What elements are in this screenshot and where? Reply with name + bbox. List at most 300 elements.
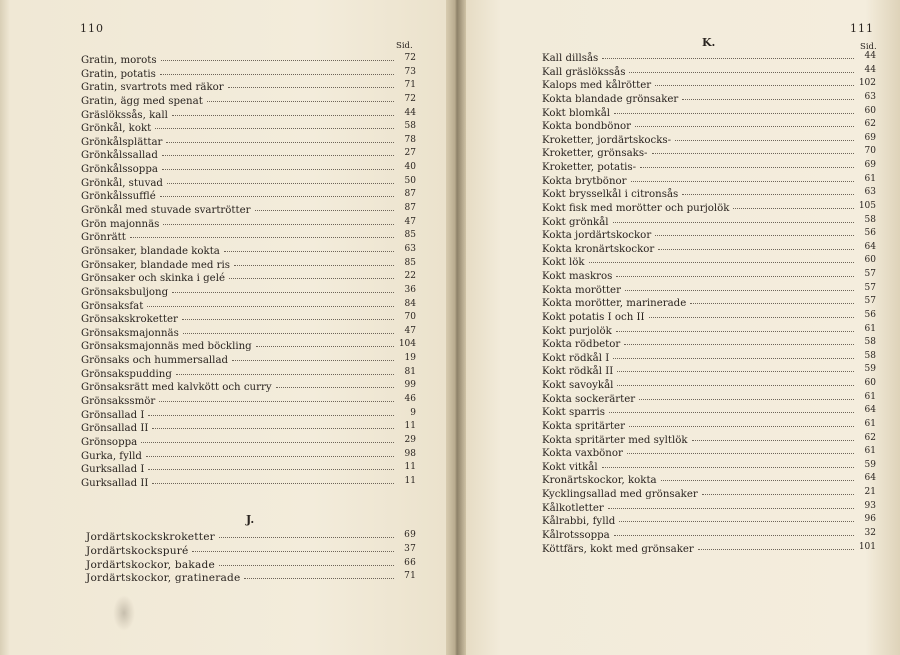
entry-title: Kokta brytbönor <box>542 175 627 187</box>
index-entry <box>81 109 416 123</box>
index-entry <box>81 163 416 177</box>
index-entry <box>542 338 876 352</box>
entry-page-number: 57 <box>864 269 876 279</box>
dot-leader <box>675 139 854 141</box>
entry-page-number: 70 <box>864 146 876 157</box>
entry-title: Jordärtskockskroketter <box>86 531 215 543</box>
dot-leader <box>276 386 394 388</box>
entry-page-number: 56 <box>864 228 876 239</box>
entry-title: Grönsaksrätt med kalvkött och curry <box>81 382 272 394</box>
entry-title: Grönkål, kokt <box>81 123 152 135</box>
entry-title: Grönkål, stuvad <box>81 177 163 189</box>
dot-leader <box>617 370 854 372</box>
entry-page-number: 60 <box>864 378 876 388</box>
index-entry <box>542 256 876 270</box>
dot-leader <box>692 439 854 441</box>
entry-page-number: 98 <box>404 448 416 459</box>
entry-title: Kroketter, potatis- <box>542 162 637 173</box>
entry-title: Kokta spritärter <box>542 420 625 432</box>
entry-title: Grönsoppa <box>81 436 138 448</box>
dot-leader <box>602 466 854 468</box>
entry-title: Kokta vaxbönor <box>542 448 623 460</box>
index-entry <box>542 120 876 134</box>
index-entry <box>542 379 876 393</box>
index-entry <box>81 81 416 95</box>
entry-page-number: 71 <box>404 571 416 582</box>
entry-title: Grönkålsplättar <box>81 136 163 148</box>
left-page <box>0 0 446 655</box>
book-gutter <box>446 0 466 655</box>
entry-page-number: 44 <box>864 64 876 75</box>
index-entry <box>542 461 876 475</box>
entry-page-number: 56 <box>864 309 876 320</box>
entry-title: Kalops med kålrötter <box>542 80 652 92</box>
dot-leader <box>661 479 854 481</box>
entry-title: Kokta rödbetor <box>542 339 621 351</box>
entry-page-number: 60 <box>864 255 876 266</box>
dot-leader <box>682 98 854 100</box>
index-entry <box>81 218 416 232</box>
dot-leader <box>183 332 394 334</box>
entry-page-number: 93 <box>864 500 876 511</box>
dot-leader <box>228 86 394 88</box>
entry-title: Kokt rödkål I <box>542 352 610 364</box>
entry-title: Kokt rödkål II <box>542 366 614 378</box>
index-entry <box>542 270 876 284</box>
entry-page-number: 59 <box>864 459 876 470</box>
dot-leader <box>160 73 394 75</box>
entry-title: Köttfärs, kokt med grönsaker <box>542 543 694 555</box>
entry-page-number: 57 <box>864 296 876 307</box>
entry-page-number: 69 <box>864 132 876 143</box>
entry-title: Gurksallad II <box>81 477 149 489</box>
entry-page-number: 50 <box>404 175 416 186</box>
index-entry <box>81 95 416 109</box>
entry-page-number: 58 <box>404 121 416 132</box>
entry-title: Grönsakspudding <box>81 368 172 380</box>
dot-leader <box>176 373 394 375</box>
entry-page-number: 69 <box>404 530 416 540</box>
entry-title: Grönrätt <box>81 232 126 244</box>
index-entry <box>542 515 876 529</box>
index-entry <box>81 122 416 136</box>
entry-title: Gratin, morots <box>81 55 157 66</box>
entry-title: Kålrotssoppa <box>542 529 610 541</box>
entry-title: Kokt fisk med morötter och purjolök <box>542 202 730 214</box>
entry-page-number: 60 <box>864 105 876 116</box>
entry-title: Kokta sockerärter <box>542 393 636 405</box>
index-entry <box>542 284 876 298</box>
index-entry <box>81 136 416 150</box>
entry-title: Kroketter, jordärtskocks- <box>542 134 672 146</box>
index-entry <box>542 79 876 93</box>
index-entry <box>81 190 416 204</box>
entry-page-number: 85 <box>404 230 416 241</box>
index-entry <box>542 93 876 107</box>
entry-page-number: 85 <box>404 257 416 268</box>
index-entry <box>542 434 876 448</box>
dot-leader <box>244 577 394 579</box>
index-entry <box>81 231 416 245</box>
entry-page-number: 22 <box>404 271 416 282</box>
dot-leader <box>702 493 854 495</box>
index-list-g <box>81 54 416 491</box>
dot-leader <box>698 548 854 550</box>
dot-leader <box>627 452 854 454</box>
entry-title: Grönsakssmör <box>81 396 156 408</box>
entry-title: Kokta blandade grönsaker <box>542 93 679 105</box>
dot-leader <box>152 427 394 429</box>
entry-page-number: 72 <box>404 53 416 63</box>
index-entry <box>542 406 876 420</box>
dot-leader <box>616 275 854 277</box>
entry-title: Kokta jordärtskockor <box>542 230 652 242</box>
dot-leader <box>255 209 394 211</box>
index-entry <box>81 286 416 300</box>
index-entry <box>81 450 416 464</box>
entry-page-number: 40 <box>404 162 416 173</box>
entry-page-number: 58 <box>864 350 876 361</box>
index-entry <box>542 502 876 516</box>
dot-leader <box>617 384 854 386</box>
index-entry <box>81 272 416 286</box>
index-entry <box>81 204 416 218</box>
dot-leader <box>207 100 394 102</box>
entry-title: Kokta spritärter med syltlök <box>542 434 688 446</box>
index-entry <box>542 216 876 230</box>
entry-title: Grönsaksfat <box>81 300 144 312</box>
entry-page-number: 19 <box>404 353 416 364</box>
index-entry <box>81 354 416 368</box>
entry-page-number: 21 <box>864 487 876 497</box>
entry-page-number: 62 <box>864 432 876 443</box>
page-number: 111 <box>850 22 874 35</box>
entry-page-number: 58 <box>864 337 876 348</box>
entry-title: Gurka, fylld <box>81 450 142 462</box>
entry-page-number: 99 <box>404 380 416 391</box>
index-entry <box>81 327 416 341</box>
entry-title: Kokt potatis I och II <box>542 311 645 323</box>
dot-leader <box>609 411 854 413</box>
entry-page-number: 62 <box>864 119 876 130</box>
page-number: 110 <box>80 22 104 35</box>
entry-page-number: 9 <box>410 407 416 418</box>
entry-page-number: 11 <box>404 421 416 432</box>
dot-leader <box>167 182 394 184</box>
dot-leader <box>229 277 394 279</box>
dot-leader <box>655 84 854 86</box>
entry-title: Kokta morötter <box>542 284 621 296</box>
dot-leader <box>613 221 854 223</box>
sid-label: Sid. <box>396 41 413 51</box>
dot-leader <box>629 71 854 73</box>
entry-title: Kall gräslökssås <box>542 66 626 78</box>
index-entry <box>86 545 416 559</box>
index-entry <box>81 259 416 273</box>
entry-title: Kokt savoykål <box>542 380 614 391</box>
entry-page-number: 11 <box>404 462 416 473</box>
entry-title: Gräslökssås, kall <box>81 109 168 121</box>
index-entry <box>542 147 876 161</box>
entry-title: Jordärtskockspuré <box>86 544 189 557</box>
paper-stain <box>113 595 135 631</box>
entry-page-number: 64 <box>864 405 876 416</box>
entry-title: Kokt maskros <box>542 271 613 282</box>
index-entry <box>81 177 416 191</box>
entry-title: Grönsallad I <box>81 409 145 421</box>
index-list-k <box>542 52 876 556</box>
dot-leader <box>234 264 394 266</box>
entry-page-number: 44 <box>864 51 876 61</box>
index-entry <box>542 188 876 202</box>
entry-page-number: 36 <box>404 284 416 295</box>
dot-leader <box>640 166 854 168</box>
dot-leader <box>148 468 394 470</box>
entry-page-number: 102 <box>858 78 876 89</box>
entry-page-number: 47 <box>404 325 416 336</box>
dot-leader <box>130 236 394 238</box>
entry-title: Kronärtskockor, kokta <box>542 475 657 487</box>
entry-page-number: 59 <box>864 364 876 375</box>
entry-page-number: 73 <box>404 66 416 77</box>
index-entry <box>81 409 416 423</box>
index-entry <box>81 340 416 354</box>
dot-leader <box>608 507 854 509</box>
dot-leader <box>147 305 394 307</box>
dot-leader <box>182 318 394 320</box>
entry-page-number: 57 <box>864 282 876 293</box>
entry-page-number: 58 <box>864 214 876 225</box>
index-entry <box>542 420 876 434</box>
entry-title: Grön majonnäs <box>81 218 160 230</box>
entry-page-number: 69 <box>864 160 876 170</box>
entry-title: Grönkålssallad <box>81 150 158 162</box>
entry-title: Kokta morötter, marinerade <box>542 298 687 310</box>
dot-leader <box>166 141 394 143</box>
dot-leader <box>159 400 394 402</box>
dot-leader <box>629 425 854 427</box>
index-entry <box>542 202 876 216</box>
entry-page-number: 72 <box>404 93 416 104</box>
index-entry <box>81 54 416 68</box>
entry-title: Kokt grönkål <box>542 216 609 228</box>
dot-leader <box>733 207 854 209</box>
dot-leader <box>160 195 394 197</box>
index-entry <box>86 559 416 573</box>
index-entry <box>81 381 416 395</box>
entry-title: Grönsaksbuljong <box>81 286 169 298</box>
entry-page-number: 71 <box>404 80 416 91</box>
index-entry <box>542 134 876 148</box>
dot-leader <box>161 59 394 61</box>
entry-title: Kroketter, grönsaks- <box>542 148 648 160</box>
dot-leader <box>589 261 854 263</box>
dot-leader <box>613 357 854 359</box>
dot-leader <box>148 414 394 416</box>
entry-title: Grönkål med stuvade svartrötter <box>81 205 251 217</box>
dot-leader <box>141 441 394 443</box>
entry-page-number: 61 <box>864 173 876 184</box>
index-list-j <box>86 531 416 586</box>
entry-page-number: 32 <box>864 527 876 538</box>
index-entry <box>542 529 876 543</box>
dot-leader <box>172 291 394 293</box>
entry-title: Kokt sparris <box>542 407 606 419</box>
index-entry <box>542 161 876 175</box>
index-entry <box>542 543 876 557</box>
entry-page-number: 27 <box>404 148 416 159</box>
dot-leader <box>614 534 854 536</box>
dot-leader <box>152 482 394 484</box>
dot-leader <box>616 330 854 332</box>
dot-leader <box>631 180 854 182</box>
index-entry <box>542 447 876 461</box>
entry-title: Jordärtskockor, gratinerade <box>86 572 241 585</box>
dot-leader <box>619 520 854 522</box>
index-entry <box>81 422 416 436</box>
entry-page-number: 78 <box>404 134 416 145</box>
entry-title: Grönsaksmajonnäs <box>81 327 179 339</box>
dot-leader <box>602 57 854 59</box>
entry-title: Gratin, ägg med spenat <box>81 95 203 107</box>
entry-page-number: 61 <box>864 446 876 457</box>
index-entry <box>86 572 416 586</box>
index-entry <box>81 463 416 477</box>
entry-title: Grönsaker, blandade kokta <box>81 245 220 257</box>
entry-page-number: 44 <box>404 107 416 118</box>
entry-page-number: 81 <box>404 366 416 377</box>
dot-leader <box>162 154 394 156</box>
index-entry <box>81 368 416 382</box>
dot-leader <box>146 455 394 457</box>
entry-page-number: 47 <box>404 216 416 227</box>
entry-title: Jordärtskockor, bakade <box>86 558 215 571</box>
index-entry <box>542 175 876 189</box>
entry-page-number: 64 <box>864 473 876 484</box>
index-entry <box>542 297 876 311</box>
entry-page-number: 11 <box>404 475 416 486</box>
index-entry <box>542 52 876 66</box>
entry-title: Kokta bondbönor <box>542 121 632 133</box>
dot-leader <box>624 343 854 345</box>
index-entry <box>542 352 876 366</box>
dot-leader <box>658 248 854 250</box>
entry-title: Grönsaks och hummersallad <box>81 355 229 367</box>
entry-title: Grönkålssoppa <box>81 164 158 176</box>
section-heading-k: K. <box>702 36 716 49</box>
dot-leader <box>614 112 854 114</box>
index-entry <box>81 436 416 450</box>
index-entry <box>81 395 416 409</box>
entry-title: Gurksallad I <box>81 464 145 476</box>
right-page <box>466 0 900 655</box>
entry-page-number: 70 <box>404 312 416 323</box>
entry-page-number: 64 <box>864 241 876 252</box>
dot-leader <box>649 316 854 318</box>
index-entry <box>81 313 416 327</box>
index-entry <box>542 488 876 502</box>
entry-title: Kokt blomkål <box>542 107 611 119</box>
dot-leader <box>163 223 394 225</box>
entry-page-number: 61 <box>864 418 876 429</box>
entry-page-number: 63 <box>404 243 416 254</box>
entry-title: Grönsaker och skinka i gelé <box>81 273 225 285</box>
dot-leader <box>625 289 854 291</box>
entry-page-number: 96 <box>864 514 876 525</box>
dot-leader <box>639 398 854 400</box>
dot-leader <box>192 550 394 552</box>
dot-leader <box>232 359 394 361</box>
entry-page-number: 87 <box>404 189 416 200</box>
dot-leader <box>256 345 394 347</box>
entry-title: Grönsakskroketter <box>81 314 178 326</box>
entry-title: Grönsaker, blandade med ris <box>81 259 231 271</box>
dot-leader <box>690 302 854 304</box>
dot-leader <box>635 125 854 127</box>
entry-title: Kålrabbi, fylld <box>542 516 616 528</box>
entry-page-number: 84 <box>404 298 416 309</box>
entry-page-number: 46 <box>404 394 416 405</box>
index-entry <box>86 531 416 545</box>
index-entry <box>542 393 876 407</box>
index-entry <box>542 365 876 379</box>
index-entry <box>81 68 416 82</box>
entry-title: Kycklingsallad med grönsaker <box>542 489 698 500</box>
index-entry <box>81 477 416 491</box>
index-entry <box>81 149 416 163</box>
entry-title: Grönsallad II <box>81 423 149 435</box>
dot-leader <box>682 193 854 195</box>
index-entry <box>542 311 876 325</box>
entry-title: Kokt brysselkål i citronsås <box>542 189 679 201</box>
dot-leader <box>655 234 854 236</box>
entry-page-number: 37 <box>404 543 416 554</box>
section-heading-j: J. <box>246 513 255 526</box>
entry-page-number: 104 <box>398 339 416 350</box>
entry-page-number: 29 <box>404 434 416 445</box>
index-entry <box>542 474 876 488</box>
entry-title: Gratin, svartrots med räkor <box>81 82 224 94</box>
entry-title: Grönkålssufflé <box>81 191 156 203</box>
index-entry <box>542 66 876 80</box>
index-entry <box>542 107 876 121</box>
entry-page-number: 61 <box>864 323 876 334</box>
index-entry <box>542 229 876 243</box>
entry-title: Kokt lök <box>542 257 585 269</box>
dot-leader <box>219 536 394 538</box>
index-entry <box>542 325 876 339</box>
dot-leader <box>219 564 394 566</box>
dot-leader <box>155 127 394 129</box>
index-entry <box>81 245 416 259</box>
entry-page-number: 66 <box>404 557 416 568</box>
entry-page-number: 63 <box>864 187 876 198</box>
entry-page-number: 63 <box>864 91 876 102</box>
entry-title: Gratin, potatis <box>81 68 156 80</box>
entry-title: Kokta kronärtskockor <box>542 243 655 255</box>
dot-leader <box>162 168 394 170</box>
dot-leader <box>652 152 855 154</box>
index-entry <box>542 243 876 257</box>
entry-page-number: 101 <box>858 541 876 552</box>
sid-label: Sid. <box>860 42 877 52</box>
dot-leader <box>172 114 394 116</box>
entry-title: Kålkotletter <box>542 502 604 514</box>
entry-page-number: 105 <box>858 200 876 211</box>
index-entry <box>81 300 416 314</box>
entry-title: Grönsaksmajonnäs med böckling <box>81 341 252 353</box>
entry-page-number: 87 <box>404 203 416 214</box>
